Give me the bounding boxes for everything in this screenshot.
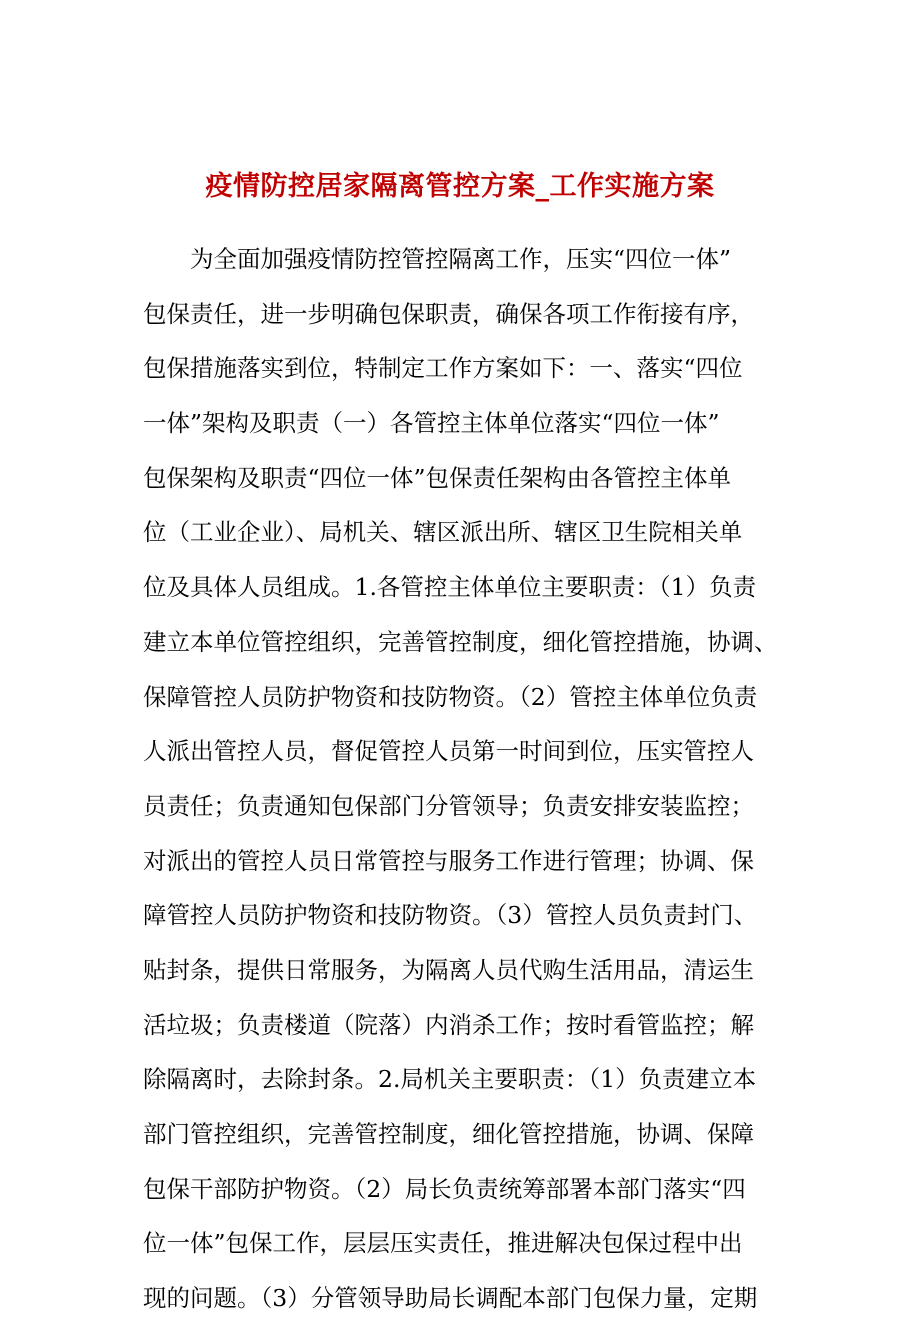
document-title: 疫情防控居家隔离管控方案_工作实施方案 (205, 171, 715, 202)
body-line: 人派出管控人员，督促管控人员第一时间到位，压实管控人 (143, 737, 754, 766)
body-line: 包保干部防护物资。（2）局长负责统筹部署本部门落实“四 (143, 1174, 746, 1203)
body-line: 包保责任，进一步明确包保职责，确保各项工作衔接有序， (143, 299, 754, 328)
body-line: 位及具体人员组成。1.各管控主体单位主要职责：（1）负责 (143, 573, 757, 602)
body-line: 包保架构及职责“四位一体”包保责任架构由各管控主体单 (143, 463, 732, 492)
body-line: 保障管控人员防护物资和技防物资。（2）管控主体单位负责 (143, 682, 758, 711)
body-line: 部门管控组织，完善管控制度，细化管控措施，协调、保障 (143, 1120, 754, 1148)
body-line: 位一体”包保工作，层层压实责任，推进解决包保过程中出 (143, 1229, 743, 1258)
body-line: 障管控人员防护物资和技防物资。（3）管控人员负责封门、 (143, 901, 758, 930)
body-line: 为全面加强疫情防控管控隔离工作，压实“四位一体” (190, 245, 732, 273)
body-line: 员责任；负责通知包保部门分管领导；负责安排安装监控； (143, 791, 754, 820)
body-line: 对派出的管控人员日常管控与服务工作进行管理；协调、保 (143, 846, 754, 875)
body-line: 活垃圾；负责楼道（院落）内消杀工作；按时看管监控；解 (143, 1010, 754, 1039)
body-line: 除隔离时，去除封条。2.局机关主要职责：（1）负责建立本 (143, 1065, 757, 1094)
body-line: 包保措施落实到位，特制定工作方案如下：一、落实“四位 (143, 354, 743, 383)
body-line: 一体”架构及职责（一）各管控主体单位落实“四位一体” (143, 409, 720, 438)
body-line: 现的问题。（3）分管领导助局长调配本部门包保力量，定期 (143, 1284, 758, 1313)
body-line: 建立本单位管控组织，完善管控制度，细化管控措施，协调、 (143, 627, 778, 656)
body-line: 位（工业企业）、局机关、辖区派出所、辖区卫生院相关单 (143, 518, 743, 547)
document-body (143, 232, 793, 1326)
body-line: 贴封条，提供日常服务，为隔离人员代购生活用品，清运生 (143, 955, 754, 984)
